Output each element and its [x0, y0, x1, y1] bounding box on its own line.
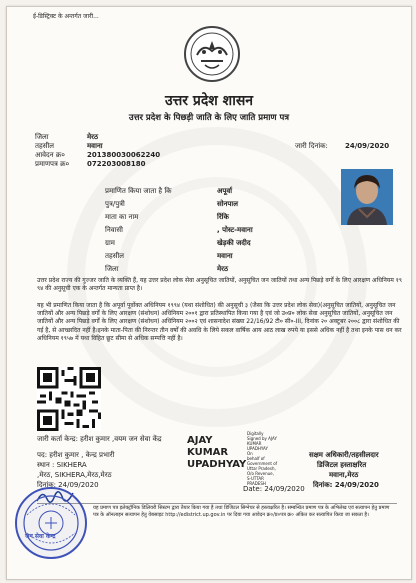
signature-detail: behalf of — [247, 456, 265, 461]
detail-label: तहसील — [105, 252, 124, 260]
district-label: जिला — [35, 133, 49, 141]
details-intro: प्रमाणित किया जाता है कि — [105, 187, 172, 195]
detail-label: ग्राम — [105, 239, 115, 247]
detail-label: माता का नाम — [105, 213, 139, 221]
applicant-photo-icon — [341, 169, 393, 225]
certificate-subtitle: उत्तर प्रदेश के पिछड़ी जाति के लिए जाति प्रमाण पत्र — [128, 113, 290, 123]
detail-label: जिला — [105, 265, 119, 273]
applicant-name: अपूर्वा — [217, 187, 233, 195]
issuer-line: जारी कर्ता केन्द्र: हरीश कुमार ,वयम जन सेवा केंद्र — [37, 435, 162, 443]
signer-name-line1: AJAY — [187, 435, 213, 446]
detail-value: मवाना — [217, 252, 233, 260]
stamp-text: जन सेवा केन्द्र — [25, 533, 56, 540]
center-post: पद: हरीश कुमार , केन्द्र प्रभारी — [37, 451, 115, 459]
caste-statement-paragraph: उत्तर प्रदेश राज्य की गुज्जर जाति के व्यक्ति हैं, यह उत्तर प्रदेश लोक सेवा अनुसूचित जातियों, अनुसूचित जन जातियों तथा अन्य पिछड़े वर्गों के लिए आरक्षण अधिनियम १९९४ की अनुसूची एक के अन्तर्गत मान्यता प्राप्त है। — [37, 277, 402, 293]
tehsil-value: मवाना — [87, 142, 103, 150]
authority-title: सक्षम अधिकारी/तहसीलदार — [309, 451, 379, 459]
official-round-seal-icon — [13, 485, 89, 561]
signature-detail: Government of — [247, 461, 278, 466]
center-date: दिनांक: 24/09/2020 — [37, 481, 99, 489]
signature-detail: S-UTTAR — [247, 476, 264, 481]
signature-detail: Digitally — [247, 431, 264, 436]
detail-label: पुत्र/पुत्री — [105, 200, 125, 208]
center-place: स्थान : SIKHERA — [37, 461, 87, 469]
center-address: ,मेरठ, SIKHERA,मेरठ,मेरठ — [37, 471, 112, 479]
qr-code-icon — [37, 367, 101, 431]
issue-date-label: जारी दिनांक: — [295, 142, 328, 150]
certificate-number: 072203008180 — [87, 160, 146, 168]
detail-value: खेड़की जदीद — [217, 239, 251, 247]
signature-detail: UPADHYAY — [247, 446, 268, 451]
signature-detail: On — [247, 451, 253, 456]
authority-location: मवाना,मेरठ — [329, 471, 359, 479]
digital-signature-details — [247, 431, 277, 486]
certificate-label: प्रमाणपत्र क्र० — [35, 160, 70, 168]
signer-name-line2: KUMAR — [187, 447, 229, 458]
signer-name-line3: UPADHYAY — [187, 459, 247, 470]
application-number: 201380030062240 — [87, 151, 161, 159]
signature-date: Date: 24/09/2020 — [243, 485, 305, 493]
signature-detail: Signed by AJAY — [247, 436, 277, 441]
detail-value: , पोस्ट-मवाना — [217, 226, 253, 234]
tehsil-label: तहसील — [35, 142, 54, 150]
detail-value: रिंकि — [217, 213, 229, 221]
up-state-emblem-icon — [183, 25, 241, 83]
gov-title: उत्तर प्रदेश शासन — [164, 93, 254, 109]
district-value: मेरठ — [87, 133, 99, 141]
signature-detail: O/o Revenue, — [247, 471, 274, 476]
detail-value: मेरठ — [217, 265, 229, 273]
signature-detail: Uttar Pradesh, — [247, 466, 276, 471]
certificate-sheet — [6, 6, 412, 580]
signature-detail: PRADESH — [247, 481, 266, 486]
application-label: आवेदन क्र० — [35, 151, 65, 159]
creamy-layer-statement-paragraph: यह भी प्रमाणित किया जाता है कि अपूर्वा पूर्वोक्त अधिनियम १९९४ (यथा संशोधित) की अनुसूची ३ (जैसा कि उत्तर प्रदेश लोक सेवा)(अनुसूचित जातियों, अनुसूचित जनजातियों और अन्य पिछड़े वर्गों के लिए आरक्षण (संशोधन) अधिनियम २००१ द्वारा प्रतिस्थापित किया गया है एवं जो उ०प्र० लोक सेवा अनुसूचित जातियों, अनुसूचित जनजातियों और अन्य पिछड़े वर्गों के लिए आरक्षण (संशोधन) अधिनियम २००२ एवं शासनादेश संख्या 22/16/92 टी० सी०-III, दिनांक २० अक्टूबर २००८ द्वारा संशोधित की गई है, से आच्छादित नहीं है।इनके माता-पिता की निरन्तर तीन वर्षों की अवधि के लिये सकल वार्षिक आय आठ लाख रुपये या इससे अधिक नहीं है तथा इनके पास धन कर अधिनियम १९५७ में यथा विहित छूट सीमा से अधिक सम्पत्ति नहीं है। — [37, 302, 402, 342]
signature-detail: KUMAR — [247, 441, 262, 446]
verification-note: यह प्रमाण पत्र इलेक्ट्रॉनिक डिलिवरी सिस्टम द्वारा तैयार किया गया है तथा डिजिटल सिग्नेचर से हस्ताक्षरित है। सम्बन्धित प्रमाण पत्र के अभिलेख एवं सत्यापन हेतु प्रमाण पत्र के ऑनलाइन सत्यापन हेतु वेबसाइट http://edistrict.up.gov.in पर दिया गया आवेदन क्र०/प्र०पत्र क्र० अंकित कर सत्यापित किया जा सकता है। — [93, 505, 390, 518]
authority-date: दिनांक: 24/09/2020 — [313, 481, 379, 489]
issue-date-value: 24/09/2020 — [345, 142, 390, 150]
header-note: ई-डिस्ट्रिक्ट के अन्तर्गत जारी... — [33, 13, 99, 20]
detail-label: निवासी — [105, 226, 123, 234]
detail-value: सोनपाल — [217, 200, 238, 208]
footer-divider — [37, 503, 397, 504]
authority-digital: डिजिटल हस्ताक्षरित — [317, 461, 367, 469]
